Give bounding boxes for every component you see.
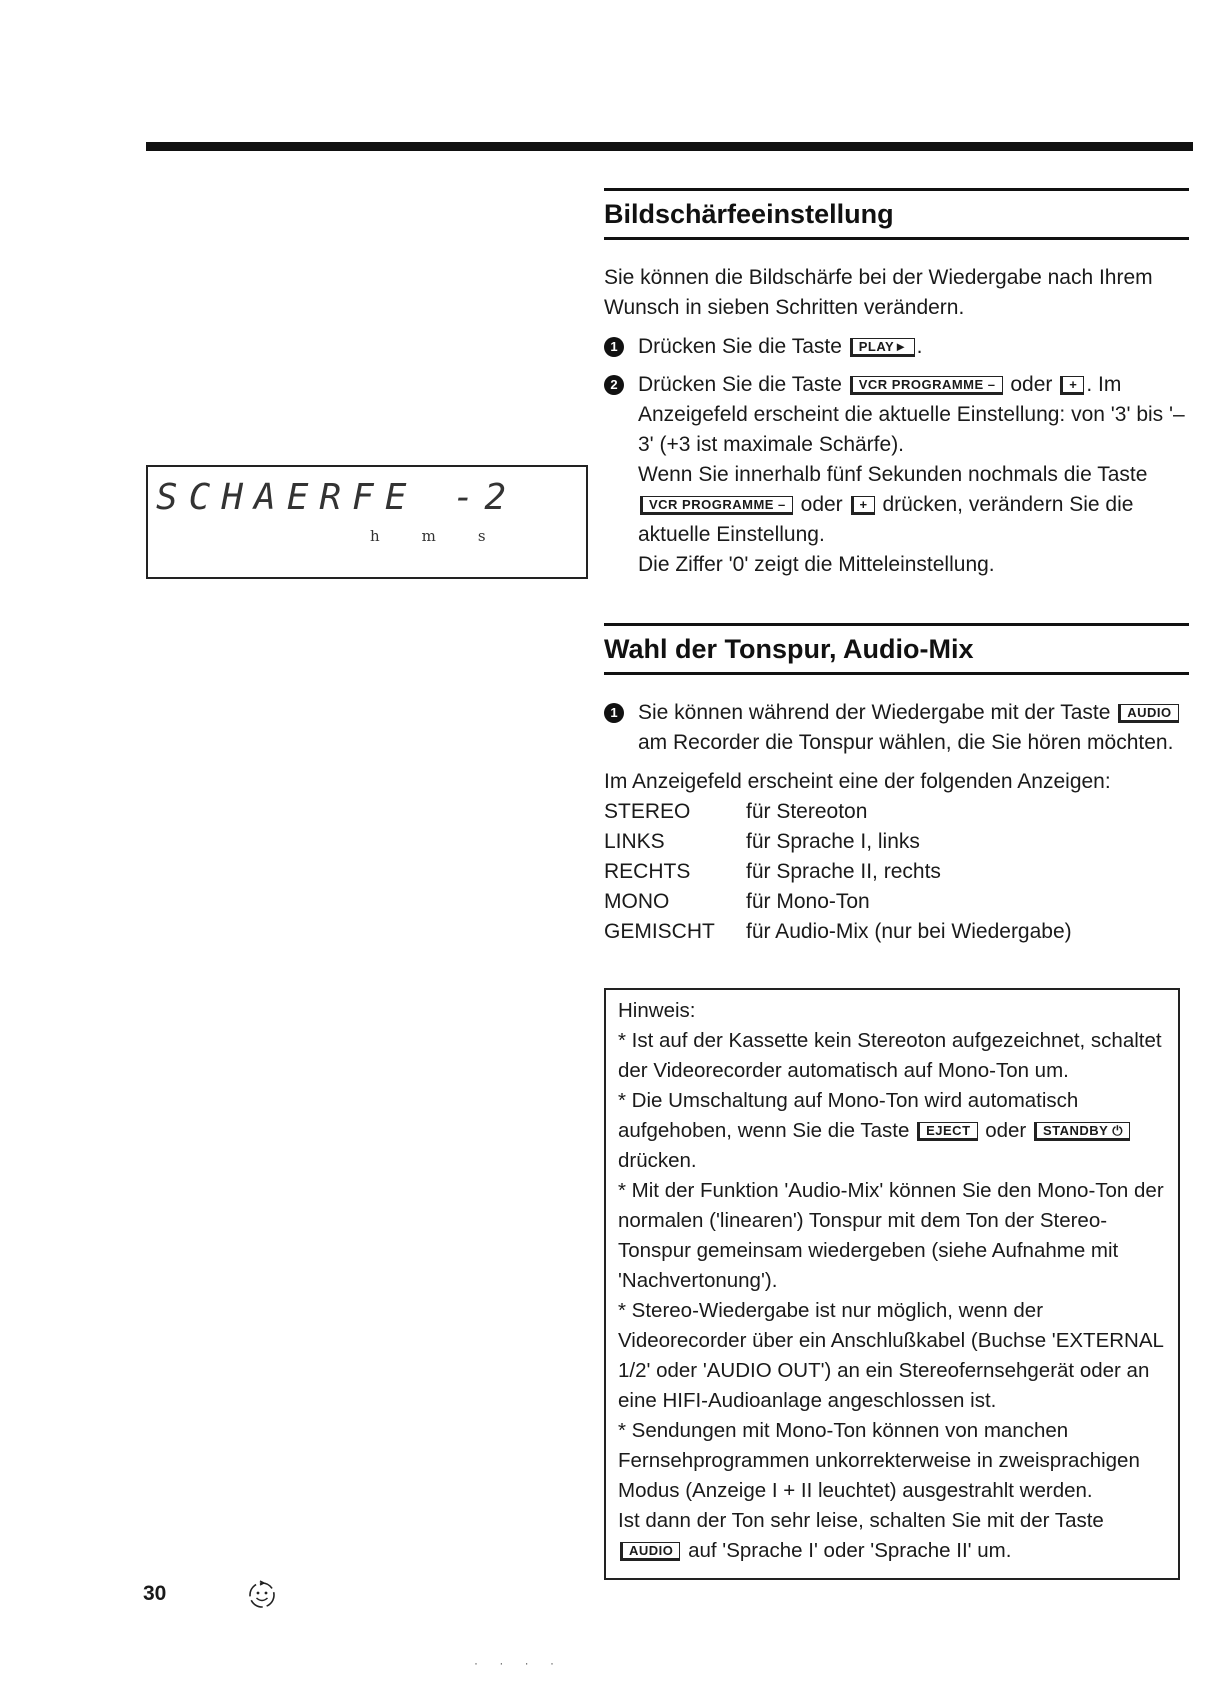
step-text: . Im Anzeigefeld erscheint die aktuelle Einstellung: von '3' bis '–3' (+3 ist maximale Schärfe). — [638, 373, 1185, 456]
mode-desc: für Mono-Ton — [746, 890, 870, 913]
lcd-main-text: SCHAERFE — [156, 477, 418, 518]
vcr-programme-minus-key-label: VCR PROGRAMME – — [850, 376, 1003, 395]
play-key-label: PLAY► — [850, 338, 915, 357]
note-text: * Die Umschaltung auf Mono-Ton wird automatisch aufgehoben, wenn Sie die Taste — [618, 1089, 1079, 1142]
step-text: Wenn Sie innerhalb fünf Sekunden nochmals die Taste — [638, 463, 1148, 486]
mode-label: MONO — [604, 890, 670, 913]
lcd-value: -2 — [452, 477, 516, 518]
step-text: . — [916, 335, 923, 358]
mode-label: STEREO — [604, 800, 691, 823]
top-rule — [146, 142, 1193, 151]
audio-step-1 — [604, 698, 1189, 758]
plus-key-label: + — [851, 496, 875, 515]
footer-marks: · · · · — [474, 1656, 563, 1670]
audio-mode-table — [604, 797, 1189, 947]
mode-desc: für Sprache II, rechts — [746, 860, 941, 883]
note-heading: Hinweis: — [618, 999, 696, 1022]
step-number-icon: 2 — [604, 375, 624, 395]
mode-desc: für Audio-Mix (nur bei Wiedergabe) — [746, 920, 1072, 943]
note-paragraph: * Sendungen mit Mono-Ton können von manchen Fernsehprogrammen unkorrekterweise in zweisprachigen Modus (Anzeige I + II leuchtet) ausgestrahlt werden. — [618, 1419, 1140, 1502]
note-text: oder — [985, 1119, 1027, 1142]
lcd-unit-minutes: m — [421, 527, 436, 545]
section-audio-title: Wahl der Tonspur, Audio-Mix — [604, 634, 974, 664]
step-text: Drücken Sie die Taste — [638, 373, 842, 396]
step-text: oder — [1010, 373, 1053, 396]
vcr-programme-minus-key-label: VCR PROGRAMME – — [640, 496, 793, 515]
mode-label: RECHTS — [604, 860, 691, 883]
lcd-display — [146, 465, 588, 579]
page-number: 30 — [143, 1582, 167, 1605]
note-paragraph — [618, 1506, 1170, 1566]
sharpness-intro: Sie können die Bildschärfe bei der Wiedergabe nach Ihrem Wunsch in sieben Schritten verändern. — [604, 266, 1153, 319]
lcd-unit-seconds: s — [477, 527, 486, 545]
note-text: Ist dann der Ton sehr leise, schalten Sie mit der Taste — [618, 1509, 1104, 1532]
section-audio — [604, 623, 1189, 947]
note-paragraph: * Stereo-Wiedergabe ist nur möglich, wenn der Videorecorder über ein Anschlußkabel (Buchse 'EXTERNAL 1/2' oder 'AUDIO OUT') an ein Stereofernsehgerät oder an eine HIFI-Audioanlage angeschlossen ist. — [618, 1299, 1164, 1412]
audio-key-label: AUDIO — [1118, 704, 1178, 723]
step-text: Drücken Sie die Taste — [638, 335, 842, 358]
step-text: drücken, verändern Sie die aktuelle Einstellung. — [638, 493, 1134, 546]
standby-key-label: STANDBY ⏻ — [1034, 1122, 1130, 1141]
note-text: auf 'Sprache I' oder 'Sprache II' um. — [688, 1539, 1012, 1562]
section-audio-heading — [604, 623, 1189, 675]
section-sharpness-heading — [604, 188, 1189, 240]
step-text: Sie können während der Wiedergabe mit der Taste — [638, 701, 1111, 724]
sharpness-step-2 — [604, 370, 1189, 580]
mode-desc: für Sprache I, links — [746, 830, 920, 853]
note-paragraph: * Ist auf der Kassette kein Stereoton aufgezeichnet, schaltet der Videorecorder automatisch auf Mono-Ton um. — [618, 1029, 1162, 1082]
display-intro: Im Anzeigefeld erscheint eine der folgenden Anzeigen: — [604, 770, 1111, 793]
step-text: Die Ziffer '0' zeigt die Mitteleinstellung. — [638, 553, 995, 576]
mode-desc: für Stereoton — [746, 800, 868, 823]
step-number-icon: 1 — [604, 703, 624, 723]
step-text: oder — [800, 493, 843, 516]
lcd-units — [370, 527, 528, 545]
sharpness-step-1 — [604, 332, 1189, 362]
eject-key-label: EJECT — [917, 1122, 977, 1141]
lcd-unit-hours: h — [370, 527, 380, 545]
mode-label: GEMISCHT — [604, 920, 715, 943]
plus-key-label: + — [1060, 376, 1084, 395]
note-text: drücken. — [618, 1149, 697, 1172]
note-paragraph: * Mit der Funktion 'Audio-Mix' können Sie den Mono-Ton der normalen ('linearen') Tonspur mit dem Ton der Stereo-Tonspur gemeinsam wiedergeben (siehe Aufnahme mit 'Nachvertonung'). — [618, 1179, 1164, 1292]
note-paragraph — [618, 1086, 1170, 1176]
section-sharpness-title: Bildschärfeeinstellung — [604, 199, 894, 229]
audio-key-label: AUDIO — [620, 1542, 680, 1561]
section-sharpness — [604, 188, 1189, 580]
step-text: am Recorder die Tonspur wählen, die Sie hören möchten. — [638, 731, 1174, 754]
recycle-smiley-icon — [244, 1576, 280, 1612]
mode-label: LINKS — [604, 830, 665, 853]
step-number-icon: 1 — [604, 337, 624, 357]
note-box — [604, 988, 1180, 1580]
